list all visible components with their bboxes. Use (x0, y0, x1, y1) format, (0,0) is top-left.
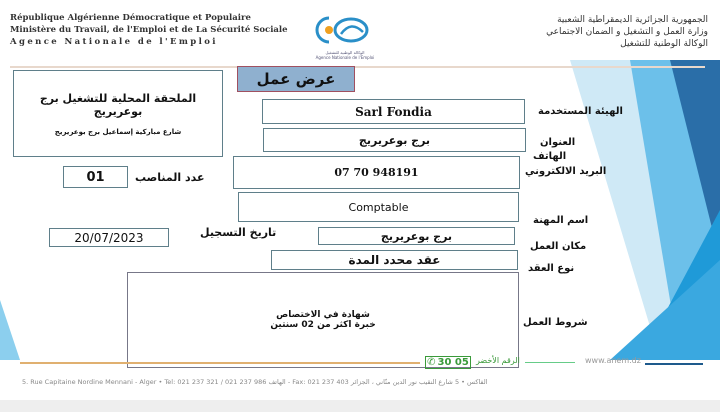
website-link[interactable]: www.anem.dz (585, 356, 641, 365)
conditions-label: شروط العمل (523, 317, 588, 328)
address-label: العنوان (540, 137, 576, 148)
header-fr-line: République Algérienne Démocratique et Populaire (10, 13, 251, 23)
green-number-label: الرقم الأخضر (476, 356, 520, 365)
job-value: Comptable (238, 192, 519, 222)
logo-icon (315, 12, 375, 46)
footer-address: 5. Rue Capitaine Nordine Mennani - Alger • Tel: 021 237 321 / 021 237 986 الهاتف - Fax: 021 237 403 الفاكس • 5 شارع النقيب نور الدين منّاني ، الجزائر (22, 378, 488, 386)
header-arabic (546, 14, 708, 50)
green-number-badge (425, 356, 471, 369)
header-ar-line: الجمهورية الجزائرية الديمقراطية الشعبية (557, 15, 708, 25)
workplace-label: مكان العمل (530, 241, 587, 252)
logo-caption-ar: الوكالة الوطنية للتشغيل (325, 50, 365, 55)
positions-value: 01 (63, 166, 128, 188)
footer-divider (20, 362, 420, 364)
phone-label: الهاتف (533, 151, 567, 162)
contract-label: نوع العقد (528, 263, 575, 274)
email-label: البريد الالكتروني (525, 166, 607, 177)
phone-value: 07 70 948191 (233, 156, 520, 189)
page-title: عرض عمل (237, 66, 355, 92)
decorative-left-triangle (0, 300, 30, 360)
workplace-value: برج بوعريريج (318, 227, 515, 245)
footer-divider (525, 362, 575, 363)
phone-icon: ✆ (427, 357, 436, 368)
bottom-strip (0, 400, 720, 412)
registration-label: تاريخ التسجيل (200, 226, 277, 239)
logo-caption-fr: Agence Nationale de l'Emploi (315, 55, 375, 60)
positions-label: عدد المناصب (135, 171, 205, 184)
footer-divider (645, 363, 703, 365)
header-divider (10, 66, 705, 68)
condition-line: شهادة في الاختصاص (276, 310, 370, 320)
conditions-box (127, 272, 519, 368)
header-fr-line: Agence Nationale de l'Emploi (10, 37, 218, 47)
employer-label: الهيئة المستخدمة (538, 106, 623, 117)
agency-address: شارع مباركية إسماعيل برج بوعريريج (54, 127, 182, 136)
employer-value: Sarl Fondia (262, 99, 525, 124)
header-ar-line: الوكالة الوطنية للتشغيل (620, 39, 708, 49)
address-value: برج بوعريريج (263, 128, 526, 152)
job-label: اسم المهنة (533, 215, 589, 226)
registration-date: 20/07/2023 (49, 228, 169, 247)
agency-box (13, 70, 223, 157)
header-ar-line: وزارة العمل و التشغيل و الضمان الاجتماعي (546, 27, 708, 37)
contract-value: عقد محدد المدة (271, 250, 518, 270)
header-french (10, 12, 288, 48)
header-fr-line: Ministère du Travail, de l'Emploi et de La Sécurité Sociale (10, 25, 288, 35)
decorative-blue-triangles (510, 60, 720, 360)
anem-logo (310, 12, 380, 62)
green-number: 30 05 (437, 357, 469, 368)
condition-line: خبرة اكثر من 02 سنتين (270, 320, 376, 330)
agency-name: الملحقة المحلية للتشغيل برج بوعريريج (39, 91, 197, 118)
